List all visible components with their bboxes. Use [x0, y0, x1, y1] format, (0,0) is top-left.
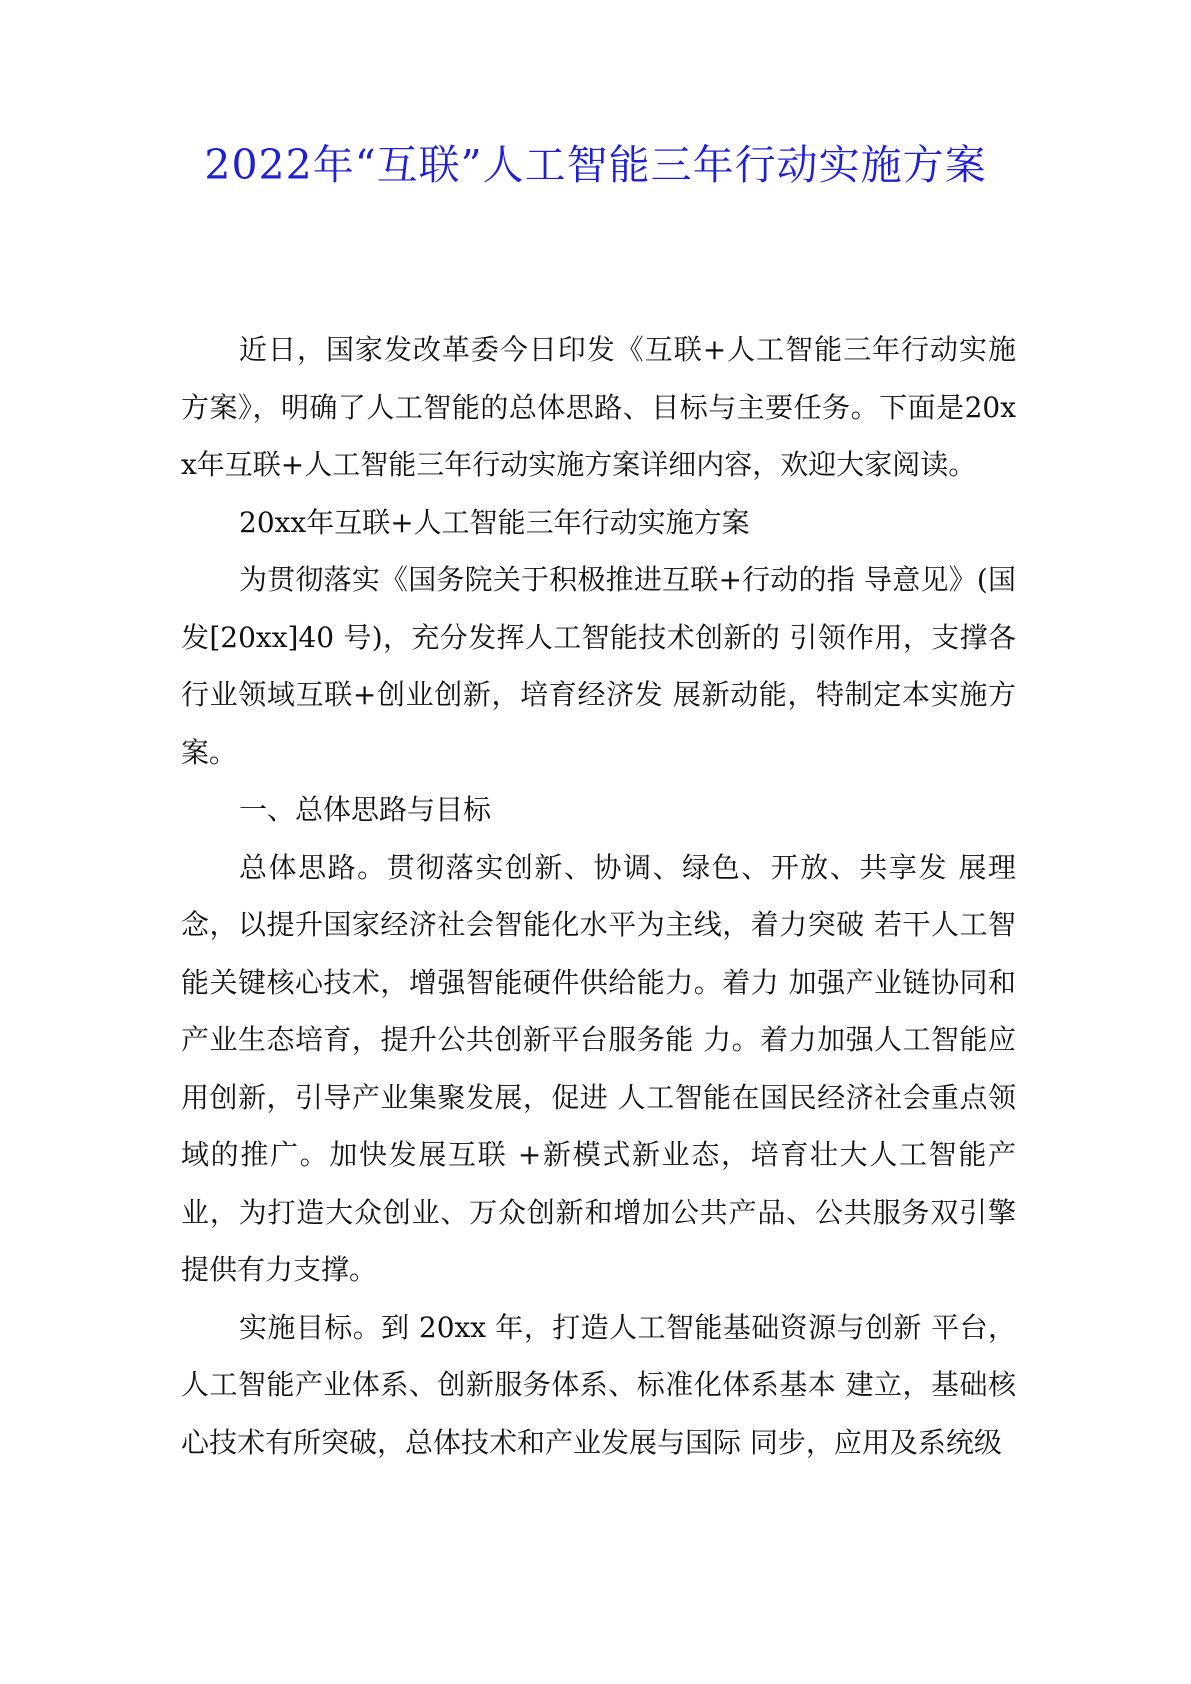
paragraph-purpose: 为贯彻落实《国务院关于积极推进互联+行动的指 导意见》(国发[20xx]40 号)，充分发挥人工智能技术创新的 引领作用，支撑各行业领域互联+创业创新，培育经济发 展新动能，特制定本实施方案。 — [181, 563, 1016, 769]
section-heading-overall: 一、总体思路与目标 — [239, 793, 492, 826]
paragraph-subtitle: 20xx年互联+人工智能三年行动实施方案 — [239, 505, 750, 539]
paragraph-overall-approach: 总体思路。贯彻落实创新、协调、绿色、开放、共享发 展理念，以提升国家经济社会智能化水平为主线，着力突破 若干人工智能关键核心技术，增强智能硬件供给能力。着力 加强产业链协同和产业生态培育，提升公共创新平台服务能 力。着力加强人工智能应用创新，引导产业集聚发展，促进 人工智能在国民经济社会重点领域的推广。加快发展互联 +新模式新业态，培育壮大人工智能产业，为打造大众创业、万众创新和增加公共产品、公共服务双引擎提供有力支撑。 — [181, 850, 1016, 1286]
paragraph-intro: 近日，国家发改革委今日印发《互联+人工智能三年行动实施方案》，明确了人工智能的总体思路、目标与主要任务。下面是20xx年互联+人工智能三年行动实施方案详细内容，欢迎大家阅读。 — [181, 333, 1016, 481]
paragraph-implementation-goals: 实施目标。到 20xx 年，打造人工智能基础资源与创新 平台，人工智能产业体系、创新服务体系、标准化体系基本 建立，基础核心技术有所突破，总体技术和产业发展与国际 同步，应用及系统级 — [181, 1310, 1016, 1459]
document-title: 2022年“互联”人工智能三年行动实施方案 — [204, 141, 987, 189]
document-body — [181, 321, 1016, 1471]
